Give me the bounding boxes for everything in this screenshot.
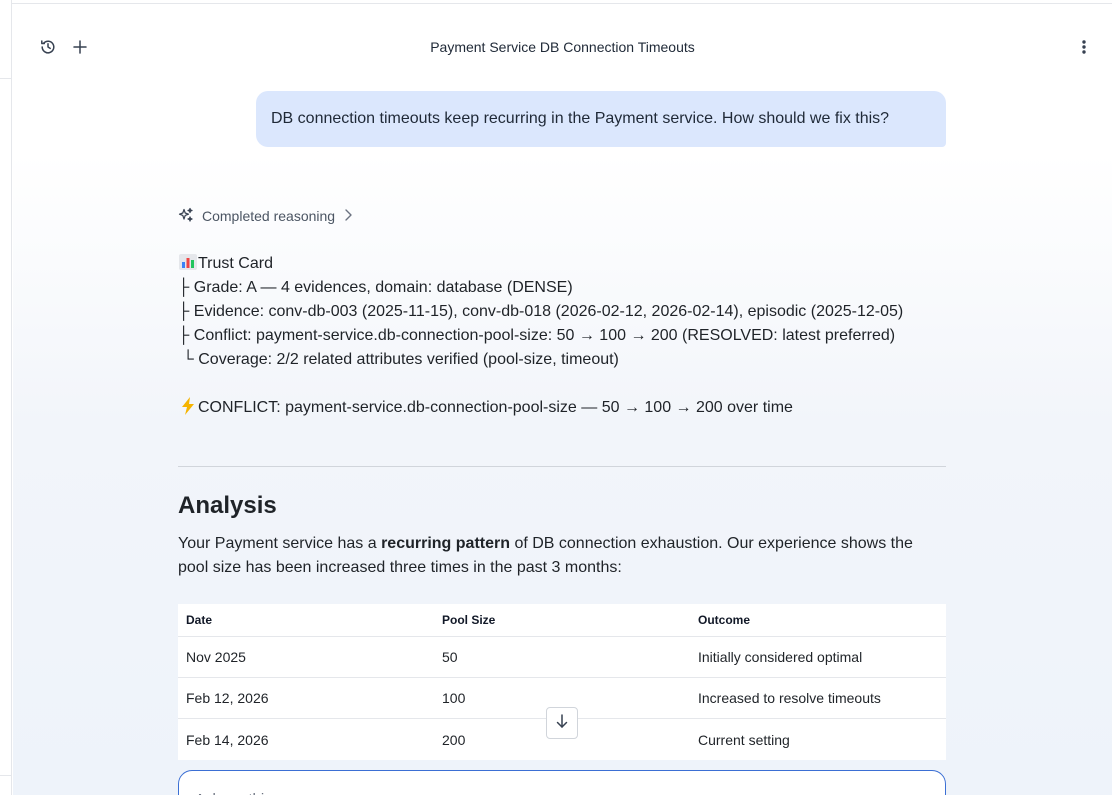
rail-divider (0, 775, 12, 776)
message-composer[interactable] (178, 770, 946, 795)
trust-card-line: └ Coverage: 2/2 related attributes verified (pool-size, timeout) (178, 351, 619, 368)
cell-date: Nov 2025 (186, 649, 246, 665)
column-header-outcome: Outcome (698, 613, 751, 627)
lightning-emoji (178, 396, 198, 416)
table-row (178, 637, 946, 678)
scroll-to-bottom-button[interactable] (546, 707, 578, 739)
trust-card-title-line (178, 252, 946, 276)
conflict-line (178, 396, 946, 420)
reasoning-label: Completed reasoning (202, 208, 336, 224)
cell-outcome: Current setting (698, 731, 790, 748)
divider (178, 466, 946, 467)
trust-card-title: Trust Card (198, 255, 273, 272)
left-sidebar-rail (0, 0, 12, 795)
user-message-bubble: DB connection timeouts keep recurring in the Payment service. How should we fix this? (256, 91, 946, 147)
cell-outcome: Initially considered optimal (698, 649, 863, 665)
analysis-paragraph: Your Payment service has a recurring pattern of DB connection exhaustion. Our experience shows the pool size has been increased three times in the past 3 months: (178, 535, 913, 576)
column-header-date: Date (186, 613, 213, 627)
message-input[interactable] (195, 791, 929, 795)
trust-card-line: ├ Evidence: conv-db-003 (2025-11-15), conv-db-018 (2026-02-12, 2026-02-14), episodic (2025-12-05) (178, 303, 904, 320)
cell-pool-size: 100 (442, 690, 466, 706)
bar-chart-emoji (178, 252, 198, 272)
sparkles-icon (178, 207, 194, 226)
cell-date: Feb 12, 2026 (186, 690, 269, 706)
column-header-pool-size: Pool Size (442, 613, 496, 627)
reasoning-toggle[interactable] (178, 206, 353, 226)
chat-main-panel (13, 4, 1112, 795)
page-title: Payment Service DB Connection Timeouts (430, 39, 695, 55)
cell-outcome: Increased to resolve timeouts (698, 690, 881, 706)
cell-pool-size: 50 (442, 649, 458, 665)
rail-divider (0, 78, 12, 79)
analysis-heading: Analysis (178, 492, 277, 519)
conflict-text: CONFLICT: payment-service.db-connection-pool-size — 50 → 100 → 200 over time (198, 399, 793, 416)
bold-phrase: recurring pattern (381, 535, 510, 552)
table-header-row (178, 604, 946, 637)
cell-pool-size: 200 (442, 731, 466, 748)
chevron-right-icon (343, 208, 353, 225)
assistant-answer (178, 252, 946, 420)
arrow-down-icon (555, 713, 569, 734)
cell-date: Feb 14, 2026 (186, 731, 269, 748)
trust-card-line: ├ Conflict: payment-service.db-connection-pool-size: 50 → 100 → 200 (RESOLVED: latest preferred) (178, 327, 896, 344)
more-vertical-icon[interactable] (1072, 35, 1096, 59)
trust-card-line: ├ Grade: A — 4 evidences, domain: database (DENSE) (178, 279, 573, 296)
